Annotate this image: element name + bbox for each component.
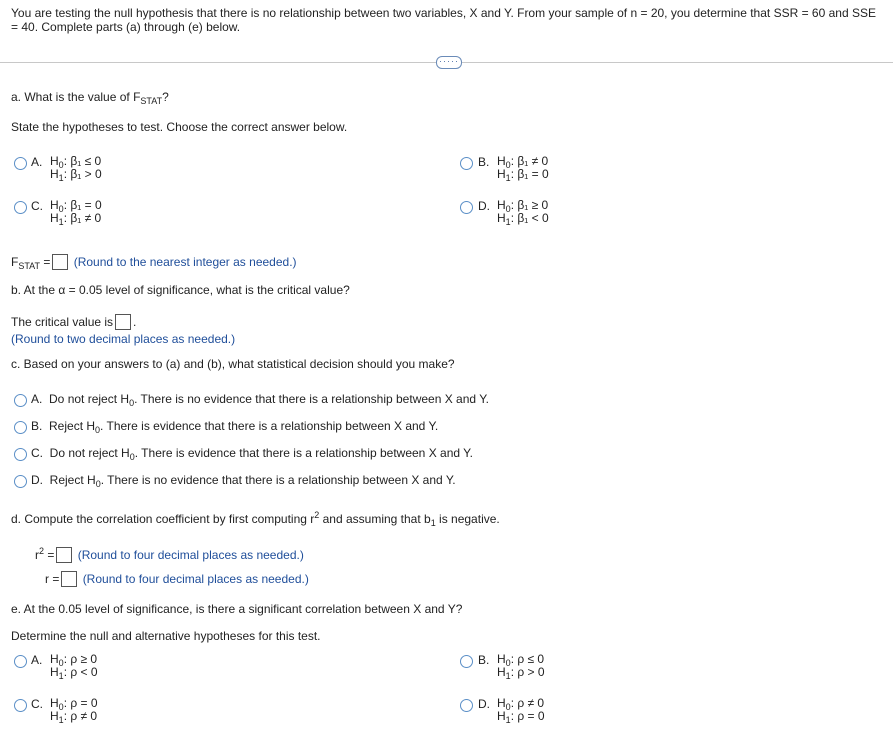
part-a-option-d-letter: D. xyxy=(478,199,490,213)
part-a-option-c-letter: C. xyxy=(31,199,43,213)
part-e-option-d-hypotheses[interactable]: $H_0$: ρ ≠ 0 $H_1$: ρ = 0 xyxy=(497,696,545,725)
part-e-option-a-radio[interactable] xyxy=(14,655,27,668)
part-e-option-d-radio[interactable] xyxy=(460,699,473,712)
part-a-option-a-letter: A. xyxy=(31,155,43,169)
part-c-option-b-radio[interactable] xyxy=(14,421,27,434)
part-e-option-c-letter: C. xyxy=(31,697,43,711)
part-a-option-c-hypotheses[interactable]: $H_0$: β₁ = 0 $H_1$: β₁ ≠ 0 xyxy=(50,198,102,227)
part-c-option-a[interactable]: A. Do not reject $H_0$. There is no evidence that there is a relationship between X and Y. xyxy=(31,392,489,408)
part-e-option-b-hypotheses[interactable]: $H_0$: ρ ≤ 0 $H_1$: ρ > 0 xyxy=(497,652,545,681)
part-a-instruction: State the hypotheses to test. Choose the correct answer below. xyxy=(11,120,348,134)
part-e-option-b-radio[interactable] xyxy=(460,655,473,668)
part-a-option-d-radio[interactable] xyxy=(460,201,473,214)
expand-more-button[interactable]: ····· xyxy=(436,56,462,69)
fstat-hint: (Round to the nearest integer as needed.) xyxy=(73,255,297,269)
part-e-option-a-hypotheses[interactable]: $H_0$: ρ ≥ 0 $H_1$: ρ < 0 xyxy=(50,652,98,681)
part-a-option-b-letter: B. xyxy=(478,155,490,169)
part-c-option-b[interactable]: B. Reject $H_0$. There is evidence that there is a relationship between X and Y. xyxy=(31,419,439,435)
part-c-option-c[interactable]: C. Do not reject $H_0$. There is evidence that there is a relationship between X and Y. xyxy=(31,446,473,462)
part-e-option-c-radio[interactable] xyxy=(14,699,27,712)
part-e-instruction: Determine the null and alternative hypotheses for this test. xyxy=(11,629,321,643)
part-e-option-b-letter: B. xyxy=(478,653,490,667)
fstat-input[interactable] xyxy=(52,254,68,270)
critical-value-hint: (Round to two decimal places as needed.) xyxy=(11,332,236,346)
part-a-option-c-radio[interactable] xyxy=(14,201,27,214)
problem-intro: You are testing the null hypothesis that there is no relationship between two variables, X and Y. From your sample of n = 20, you determine that SSR = 60 and SSE = 40. Complete parts (a) through (e) below. xyxy=(11,6,876,34)
part-c-option-d-radio[interactable] xyxy=(14,475,27,488)
fstat-answer-row: $F_{STAT}$ = (Round to the nearest integer as needed.) xyxy=(11,255,297,271)
part-e-option-c-hypotheses[interactable]: $H_0$: ρ = 0 $H_1$: ρ ≠ 0 xyxy=(50,696,98,725)
part-c-option-d[interactable]: D. Reject $H_0$. There is no evidence that there is a relationship between X and Y. xyxy=(31,473,456,489)
part-a-option-a-radio[interactable] xyxy=(14,157,27,170)
critical-value-input[interactable] xyxy=(115,314,131,330)
r-squared-input[interactable] xyxy=(56,547,72,563)
part-e-option-a-letter: A. xyxy=(31,653,43,667)
critical-value-row: The critical value is . xyxy=(11,315,137,329)
r-input[interactable] xyxy=(61,571,77,587)
part-c-option-a-radio[interactable] xyxy=(14,394,27,407)
part-a-option-b-hypotheses[interactable]: $H_0$: β₁ ≠ 0 $H_1$: β₁ = 0 xyxy=(497,154,549,183)
part-b-question: b. At the α = 0.05 level of significance, what is the critical value? xyxy=(11,283,350,297)
r-hint: (Round to four decimal places as needed.) xyxy=(82,572,309,586)
part-c-question: c. Based on your answers to (a) and (b), what statistical decision should you make? xyxy=(11,357,455,371)
part-e-option-d-letter: D. xyxy=(478,697,490,711)
part-d-question: d. Compute the correlation coefficient by first computing $r^2$ and assuming that $b_1$ is negative. xyxy=(11,510,500,528)
r-squared-row: $r^2$ = (Round to four decimal places as needed.) xyxy=(35,546,304,562)
r-row: r = (Round to four decimal places as needed.) xyxy=(45,572,309,586)
r-squared-hint: (Round to four decimal places as needed.) xyxy=(77,548,304,562)
part-e-question: e. At the 0.05 level of significance, is there a significant correlation between X and Y? xyxy=(11,602,463,616)
part-c-option-c-radio[interactable] xyxy=(14,448,27,461)
part-a-option-a-hypotheses[interactable]: $H_0$: β₁ ≤ 0 $H_1$: β₁ > 0 xyxy=(50,154,102,183)
part-a-option-b-radio[interactable] xyxy=(460,157,473,170)
part-a-option-d-hypotheses[interactable]: $H_0$: β₁ ≥ 0 $H_1$: β₁ < 0 xyxy=(497,198,549,227)
part-a-question: a. What is the value of $F_{STAT}$? xyxy=(11,90,169,106)
